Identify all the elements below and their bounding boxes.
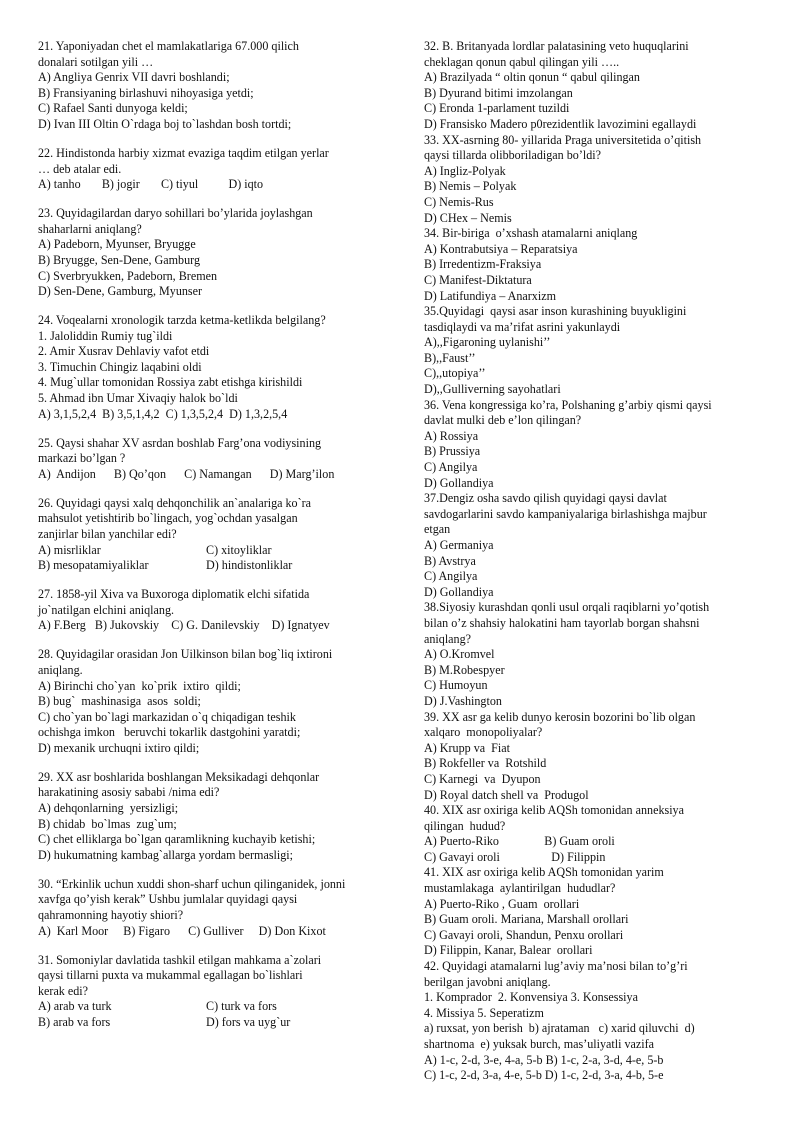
question-text: 32. B. Britanyada lordlar palatasining veto huquqlarini <box>424 39 689 53</box>
question-line: B) chidab bo`lmas zug`um; <box>38 816 177 831</box>
question-line: C) cho`yan bo`lagi markazidan o`q chiqadigan teshik <box>38 709 296 724</box>
question-line: davlat mulki deb e’lon qilingan? <box>424 413 582 428</box>
question-line: A) Puerto-Riko B) Guam oroli <box>424 834 615 849</box>
question-text: 26. Quyidagi qaysi xalq dehqonchilik an`analariga ko`ra <box>38 495 312 510</box>
question-text: 23. Quyidagilardan daryo sohillari bo’ylarida joylashgan <box>38 206 313 221</box>
question-block <box>38 313 390 422</box>
answer-option: A) arab va turk <box>38 999 112 1014</box>
question-block <box>38 436 390 483</box>
question-line: A) Brazilyada “ oltin qonun “ qabul qilingan <box>424 70 640 85</box>
question-line: D) hukumatning kambag`allarga yordam bermasligi; <box>38 847 294 862</box>
question-line: qahramonning hayotiy shiori? <box>38 908 184 923</box>
answer-row <box>38 543 390 559</box>
question-text: 37.Dengiz osha savdo qilish quyidagi qaysi davlat <box>424 491 667 506</box>
question-line: C) Eronda 1-parlament tuzildi <box>424 101 570 116</box>
question-text: 21. Yaponiyadan chet el mamlakatlariga 67.000 qilich <box>38 39 299 53</box>
answer-option: D) fors va uyg`ur <box>206 1014 291 1029</box>
question-line: B),,Faust’’ <box>424 350 476 365</box>
question-line: D) mexanik urchuqni ixtiro qildi; <box>38 740 200 755</box>
question-line: C) Gavayi oroli, Shandun, Penxu orollari <box>424 927 624 942</box>
question-line: A) Ingliz-Polyak <box>424 163 506 178</box>
question-line: markazi bo’lgan ? <box>38 451 126 466</box>
question-line: D) Fransisko Madero p0rezidentlik lavozimini egallaydi <box>424 116 697 131</box>
answer-option: C) xitoyliklar <box>206 542 272 557</box>
question-block <box>38 146 390 193</box>
question-text: 34. Bir-biriga o’xshash atamalarni aniqlang <box>424 226 638 241</box>
question-line: C) Karnegi va Dyupon <box>424 771 541 786</box>
question-line: C) Gavayi oroli D) Filippin <box>424 849 606 864</box>
question-line: C) Sverbryukken, Padeborn, Bremen <box>38 268 218 283</box>
left-column <box>38 39 390 1044</box>
question-text: 33. XX-asrning 80- yillarida Praga universitetida o’qitish <box>424 132 702 147</box>
question-line: A) O.Kromvel <box>424 647 495 662</box>
question-line: savdogarlarini savdo kampaniyalariga birlashishga majbur <box>424 506 707 521</box>
question-line: A) Krupp va Fiat <box>424 740 510 755</box>
question-line: kerak edi? <box>38 983 89 998</box>
question-line: B) Avstrya <box>424 553 476 568</box>
question-line: 1. Jaloliddin Rumiy tug`ildi <box>38 328 173 343</box>
question-line: B) bug` mashinasiga asos soldi; <box>38 694 201 709</box>
question-line: C) Nemis-Rus <box>424 194 494 209</box>
question-line: B) Prussiya <box>424 444 481 459</box>
question-line: C) Rafael Santi dunyoga keldi; <box>38 101 188 116</box>
question-text: 25. Qaysi shahar XV asrdan boshlab Farg’ona vodiysining <box>38 435 322 450</box>
question-text: 35.Quyidagi qaysi asar inson kurashining buyukligini <box>424 304 687 319</box>
answer-row <box>38 558 390 574</box>
question-line: shartnoma e) yuksak burch, mas’uliyatli vazifa <box>424 1037 655 1051</box>
question-block <box>38 39 390 133</box>
question-line: … deb atalar edi. <box>38 161 122 176</box>
question-line: A) Padeborn, Myunser, Bryugge <box>38 237 196 252</box>
answer-option: A) misrliklar <box>38 542 101 557</box>
question-block <box>38 770 390 864</box>
question-line: B) Dyurand bitimi imzolangan <box>424 85 573 100</box>
question-line: B) M.Robespyer <box>424 662 505 677</box>
question-text: 27. 1858-yil Xiva va Buxoroga diplomatik elchi sifatida <box>38 587 310 602</box>
question-line: 2. Amir Xusrav Dehlaviy vafot etdi <box>38 344 210 359</box>
question-line: A) Rossiya <box>424 428 479 443</box>
question-line: A) F.Berg B) Jukovskiy C) G. Danilevskiy D) Ignatyev <box>38 618 330 633</box>
question-line: D) Filippin, Kanar, Balear orollari <box>424 943 593 958</box>
question-text: 29. XX asr boshlarida boshlangan Meksikadagi dehqonlar <box>38 769 320 784</box>
question-line: tasdiqlaydi va ma’rifat asrini yakunlaydi <box>424 319 621 334</box>
question-text: 40. XIX asr oxiriga kelib AQSh tomonidan anneksiya <box>424 803 684 818</box>
question-line: bilan o’z shahsiy halokatini ham tayorlab borgan shahsni <box>424 615 700 630</box>
answer-option: C) turk va fors <box>206 999 277 1014</box>
question-line: A) tanho B) jogir C) tiyul D) iqto <box>38 177 264 192</box>
question-text: 36. Vena kongressiga ko’ra, Polshaning g’arbiy qismi qaysi <box>424 397 712 412</box>
question-text: 31. Somoniylar davlatida tashkil etilgan mahkama a`zolari <box>38 952 322 967</box>
question-line: A) Kontrabutsiya – Reparatsiya <box>424 241 578 256</box>
question-line: jo`natilgan elchini aniqlang. <box>38 602 175 617</box>
question-line: C) Humoyun <box>424 678 488 693</box>
question-line: D) J.Vashington <box>424 693 502 708</box>
question-line: harakatining asosiy sababi /nima edi? <box>38 785 220 800</box>
question-block <box>38 587 390 634</box>
question-line: 4. Mug`ullar tomonidan Rossiya zabt etishga kirishildi <box>38 375 303 390</box>
question-line: xavfga qo’yish kerak” Ushbu jumlalar quyidagi qaysi <box>38 892 298 907</box>
question-line: D) Gollandiya <box>424 475 494 490</box>
question-line: A) Angliya Genrix VII davri boshlandi; <box>38 70 230 85</box>
question-line: C) 1-c, 2-d, 3-a, 4-e, 5-b D) 1-c, 2-d, 3-a, 4-b, 5-e <box>424 1068 664 1083</box>
question-line: D) Gollandiya <box>424 584 494 599</box>
question-block <box>38 647 390 756</box>
question-line: ochishga imkon beruvchi tokarlik dastgohini yaratdi; <box>38 725 301 740</box>
question-text: 42. Quyidagi atamalarni lug’aviy ma’nosi bilan to’g’ri <box>424 959 688 974</box>
question-text: 28. Quyidagilar orasidan Jon Uilkinson bilan bog`liq ixtironi <box>38 647 333 662</box>
question-line: A) Karl Moor B) Figaro C) Gulliver D) Don Kixot <box>38 923 326 938</box>
question-block <box>38 953 390 1031</box>
question-text: 41. XIX asr oxiriga kelib AQSh tomonidan yarim <box>424 865 664 880</box>
question-line: zanjirlar bilan yanchilar edi? <box>38 526 177 541</box>
question-line: D),,Gulliverning sayohatlari <box>424 382 561 397</box>
question-line: A) Puerto-Riko , Guam orollari <box>424 896 580 911</box>
answer-option: D) hindistonliklar <box>206 558 293 573</box>
question-line: C) Manifest-Diktatura <box>424 272 532 287</box>
question-line: C),,utopiya’’ <box>424 366 486 381</box>
question-line: B) Guam oroli. Mariana, Marshall orollari <box>424 912 629 927</box>
question-line: berilgan javobni aniqlang. <box>424 974 551 989</box>
question-line: D) Ivan III Oltin O`rdaga boj to`lashdan bosh tortdi; <box>38 116 292 131</box>
question-line: qaysi tillarda olibboriladigan bo’ldi? <box>424 148 601 163</box>
question-line: mustamlakaga aylantirilgan hududlar? <box>424 881 616 896</box>
question-line: B) Fransiyaning birlashuvi nihoyasiga yetdi; <box>38 85 254 100</box>
question-line: 5. Ahmad ibn Umar Xivaqiy halok bo`ldi <box>38 391 238 406</box>
question-line: D) Sen-Dene, Gamburg, Myunser <box>38 284 203 299</box>
question-line: xalqaro monopoliyalar? <box>424 725 543 740</box>
question-line: A) Andijon B) Qo’qon C) Namangan D) Marg’ilon <box>38 466 335 481</box>
question-line: A),,Figaroning uylanishi’’ <box>424 335 551 350</box>
question-line: 3. Timuchin Chingiz laqabini oldi <box>38 359 202 374</box>
question-line: D) Latifundiya – Anarxizm <box>424 288 556 303</box>
question-line: D) Royal datch shell va Produgol <box>424 787 589 802</box>
question-line: A) Germaniya <box>424 538 494 552</box>
question-line: mahsulot yetishtirib bo`lingach, yog`ochdan yasalgan <box>38 511 298 526</box>
question-line: A) 1-c, 2-d, 3-e, 4-a, 5-b B) 1-c, 2-a, 3-d, 4-e, 5-b <box>424 1052 664 1067</box>
question-line: a) ruxsat, yon berish b) ajrataman c) xarid qiluvchi d) <box>424 1021 695 1036</box>
answer-row <box>38 1015 390 1031</box>
answer-row <box>38 999 390 1015</box>
question-line: qaysi tillarni puxta va mukammal egallagan bo`lishlari <box>38 968 303 983</box>
question-line: aniqlang? <box>424 631 472 646</box>
question-line: D) CHex – Nemis <box>424 210 512 225</box>
question-line: C) Angilya <box>424 569 478 584</box>
question-line: shaharlarni aniqlang? <box>38 221 142 236</box>
right-column <box>424 39 766 1084</box>
question-line: A) 3,1,5,2,4 B) 3,5,1,4,2 C) 1,3,5,2,4 D) 1,3,2,5,4 <box>38 406 288 421</box>
question-text: 38.Siyosiy kurashdan qonli usul orqali raqiblarni yo’qotish <box>424 600 710 615</box>
question-block <box>38 877 390 939</box>
question-line: aniqlang. <box>38 662 83 677</box>
question-line: B) Bryugge, Sen-Dene, Gamburg <box>38 252 201 267</box>
question-line: A) dehqonlarning yersizligi; <box>38 801 179 816</box>
question-line: qilingan hudud? <box>424 818 506 833</box>
question-text: 24. Voqealarni xronologik tarzda ketma-ketlikda belgilang? <box>38 313 326 328</box>
question-line: B) Nemis – Polyak <box>424 179 517 194</box>
question-line: C) chet elliklarga bo`lgan qaramlikning kuchayib ketishi; <box>38 832 316 847</box>
question-text: 22. Hindistonda harbiy xizmat evaziga taqdim etilgan yerlar <box>38 145 329 160</box>
question-line: C) Angilya <box>424 460 478 475</box>
answer-option: B) mesopatamiyaliklar <box>38 558 149 573</box>
question-text: 1. Komprador 2. Konvensiya 3. Konsessiya <box>424 990 638 1005</box>
question-line: donalari sotilgan yili … <box>38 54 154 69</box>
question-line: B) Rokfeller va Rotshild <box>424 756 547 771</box>
question-line: A) Birinchi cho`yan ko`prik ixtiro qildi; <box>38 678 241 693</box>
question-line: etgan <box>424 522 451 537</box>
question-text: 39. XX asr ga kelib dunyo kerosin bozorini bo`lib olgan <box>424 709 696 724</box>
question-text: 30. “Erkinlik uchun xuddi shon-sharf uchun qilinganidek, jonni <box>38 876 346 891</box>
question-block <box>38 496 390 574</box>
question-block <box>38 206 390 300</box>
question-line: cheklagan qonun qabul qilingan yili ….. <box>424 54 620 69</box>
answer-option: B) arab va fors <box>38 1014 111 1029</box>
question-text: 4. Missiya 5. Seperatizm <box>424 1005 544 1020</box>
question-line: B) Irredentizm-Fraksiya <box>424 257 542 272</box>
